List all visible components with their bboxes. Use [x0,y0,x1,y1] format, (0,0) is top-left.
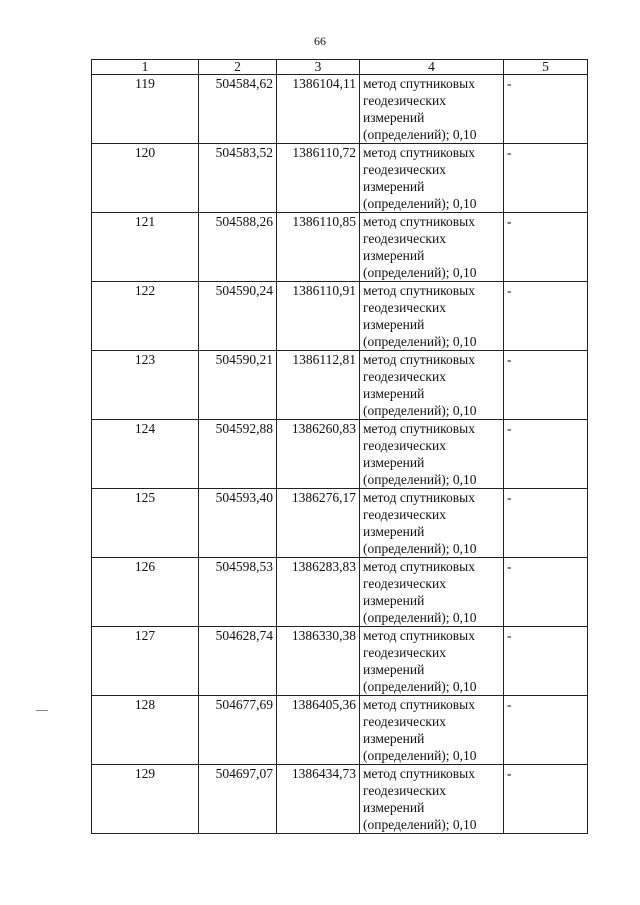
table-row [92,558,588,627]
table-row [92,351,588,420]
point-number-cell: 129 [92,765,199,834]
method-cell: метод спутниковых геодезических измерений (определений); 0,10 [360,765,504,834]
table-row [92,489,588,558]
point-number-cell: 123 [92,351,199,420]
table-body [92,75,588,834]
point-number-cell: 128 [92,696,199,765]
y-coordinate-cell: 1386110,72 [277,144,360,213]
method-cell: метод спутниковых геодезических измерений (определений); 0,10 [360,213,504,282]
y-coordinate-cell: 1386434,73 [277,765,360,834]
y-coordinate-cell: 1386330,38 [277,627,360,696]
page-number: 66 [314,34,326,48]
note-cell: - [504,75,588,144]
note-cell: - [504,765,588,834]
point-number-cell: 127 [92,627,199,696]
method-cell: метод спутниковых геодезических измерений (определений); 0,10 [360,420,504,489]
x-coordinate-cell: 504583,52 [199,144,277,213]
column-header-5: 5 [504,60,588,75]
y-coordinate-cell: 1386112,81 [277,351,360,420]
note-cell: - [504,282,588,351]
x-coordinate-cell: 504588,26 [199,213,277,282]
y-coordinate-cell: 1386260,83 [277,420,360,489]
note-cell: - [504,696,588,765]
point-number-cell: 121 [92,213,199,282]
note-cell: - [504,558,588,627]
x-coordinate-cell: 504584,62 [199,75,277,144]
x-coordinate-cell: 504592,88 [199,420,277,489]
method-cell: метод спутниковых геодезических измерений (определений); 0,10 [360,696,504,765]
y-coordinate-cell: 1386110,91 [277,282,360,351]
x-coordinate-cell: 504677,69 [199,696,277,765]
note-cell: - [504,627,588,696]
column-header-3: 3 [277,60,360,75]
table-header-row [92,60,588,75]
table-row [92,144,588,213]
coordinates-table [91,59,588,834]
point-number-cell: 122 [92,282,199,351]
point-number-cell: 124 [92,420,199,489]
note-cell: - [504,144,588,213]
point-number-cell: 126 [92,558,199,627]
table-row [92,213,588,282]
x-coordinate-cell: 504598,53 [199,558,277,627]
method-cell: метод спутниковых геодезических измерений (определений); 0,10 [360,558,504,627]
margin-mark [36,710,48,711]
method-cell: метод спутниковых геодезических измерений (определений); 0,10 [360,75,504,144]
column-header-2: 2 [199,60,277,75]
table-row [92,282,588,351]
method-cell: метод спутниковых геодезических измерений (определений); 0,10 [360,351,504,420]
table-row [92,765,588,834]
table-row [92,420,588,489]
table-row [92,696,588,765]
note-cell: - [504,213,588,282]
method-cell: метод спутниковых геодезических измерений (определений); 0,10 [360,627,504,696]
column-header-4: 4 [360,60,504,75]
x-coordinate-cell: 504590,24 [199,282,277,351]
note-cell: - [504,420,588,489]
x-coordinate-cell: 504590,21 [199,351,277,420]
method-cell: метод спутниковых геодезических измерений (определений); 0,10 [360,282,504,351]
y-coordinate-cell: 1386104,11 [277,75,360,144]
x-coordinate-cell: 504593,40 [199,489,277,558]
y-coordinate-cell: 1386283,83 [277,558,360,627]
x-coordinate-cell: 504628,74 [199,627,277,696]
note-cell: - [504,351,588,420]
y-coordinate-cell: 1386110,85 [277,213,360,282]
y-coordinate-cell: 1386405,36 [277,696,360,765]
point-number-cell: 120 [92,144,199,213]
y-coordinate-cell: 1386276,17 [277,489,360,558]
point-number-cell: 119 [92,75,199,144]
method-cell: метод спутниковых геодезических измерений (определений); 0,10 [360,489,504,558]
x-coordinate-cell: 504697,07 [199,765,277,834]
column-header-1: 1 [92,60,199,75]
method-cell: метод спутниковых геодезических измерений (определений); 0,10 [360,144,504,213]
table-row [92,75,588,144]
table-row [92,627,588,696]
note-cell: - [504,489,588,558]
point-number-cell: 125 [92,489,199,558]
